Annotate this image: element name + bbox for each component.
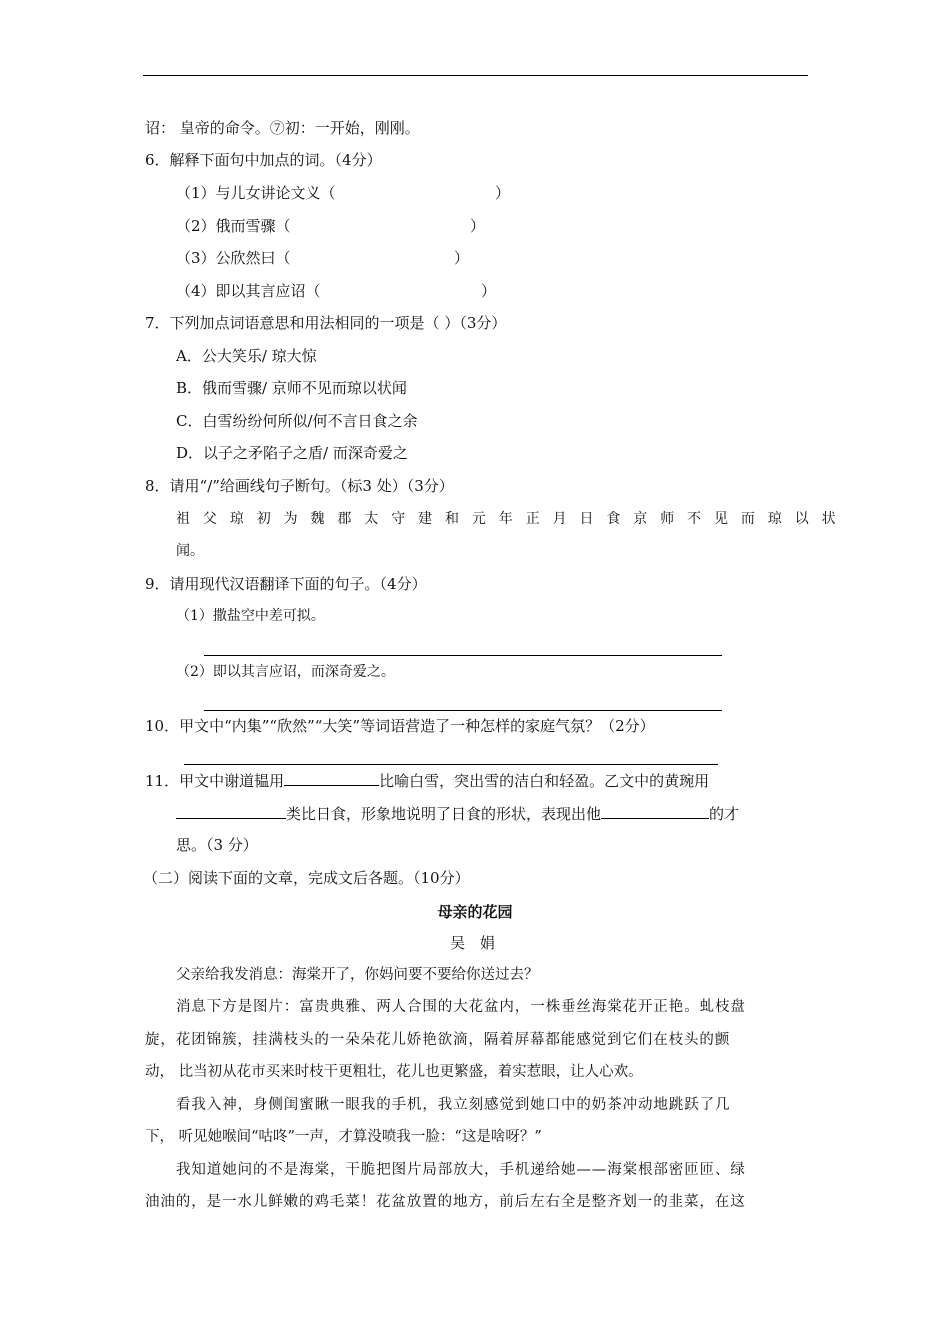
article-line-4: 动， 比当初从花市买来时枝干更粗壮，花儿也更繁盛，着实惹眼，让人心欢。 [145, 1064, 643, 1080]
q6-item-2-close: ） [470, 217, 486, 235]
q6-item-4-close: ） [481, 282, 497, 300]
q8-stem: 8．请用“/”给画线句子断句。（标3 处）（3分） [145, 477, 454, 495]
q7-option-b: B．俄而雪骤/ 京师不见而琼以状闻 [176, 379, 407, 397]
q11-blank-3[interactable] [601, 803, 709, 819]
q8-passage-line-2: 闻。 [176, 543, 204, 559]
q11-line-2 [176, 803, 739, 824]
article-title: 母亲的花园 [437, 903, 513, 921]
q7-option-d: D．以子之矛陷子之盾/ 而深奇爱之 [176, 444, 408, 462]
article-author: 吴 娟 [450, 934, 500, 952]
q9-stem: 9．请用现代汉语翻译下面的句子。（4分） [145, 575, 427, 593]
article-line-1: 父亲给我发消息：海棠开了，你妈问要不要给你送过去？ [176, 967, 539, 983]
section-2-heading: （二）阅读下面的文章，完成文后各题。（10分） [143, 869, 470, 887]
q6-item-1: （1）与儿女讲论文义（ [176, 184, 336, 202]
q6-item-3: （3）公欣然曰（ [176, 249, 291, 267]
q6-item-4: （4）即以其言应诏（ [176, 282, 321, 300]
article-line-3: 旋，花团锦簇，挂满枝头的一朵朵花儿娇艳欲滴，隔着屏幕都能感觉到它们在枝头的颤 [145, 1032, 731, 1048]
q11-blank-1[interactable] [284, 770, 379, 786]
q7-stem: 7．下列加点词语意思和用法相同的一项是（ ）（3分） [145, 314, 507, 332]
q8-passage-line-1: 祖父琼初为魏郡太守建和元年正月日食京师不见而琼以状 [176, 511, 849, 527]
q9-answer-line-2[interactable] [204, 710, 722, 711]
q10-answer-line[interactable] [184, 764, 718, 765]
q6-item-1-close: ） [495, 184, 511, 202]
q9-answer-line-1[interactable] [204, 655, 722, 656]
q11-line-1 [145, 770, 709, 791]
top-note: 诏： 皇帝的命令。⑦初：一开始，刚刚。 [145, 119, 420, 137]
q11-text-3: 类比日食，形象地说明了日食的形状，表现出他 [286, 805, 602, 823]
q11-line-3: 思。（3 分） [176, 836, 258, 854]
article-line-6: 下， 听见她喉间“咕咚”一声，才算没喷我一脸：“这是啥呀？” [145, 1129, 542, 1145]
q11-blank-2[interactable] [176, 803, 286, 819]
q7-option-c: C．白雪纷纷何所似/何不言日食之余 [176, 412, 418, 430]
article-line-5: 看我入神，身侧闺蜜瞅一眼我的手机，我立刻感觉到她口中的奶茶冲动地跳跃了几 [176, 1097, 731, 1113]
q11-text-1: 11．甲文中谢道韫用 [145, 772, 285, 790]
q6-stem: 6．解释下面句中加点的词。（4分） [145, 151, 382, 169]
header-rule [143, 75, 808, 76]
q11-text-2: 比喻白雪，突出雪的洁白和轻盈。乙文中的黄琬用 [379, 772, 710, 790]
q6-item-2: （2）俄而雪骤（ [176, 217, 291, 235]
article-line-7: 我知道她问的不是海棠，干脆把图片局部放大，手机递给她——海棠根部密匝匝、绿 [176, 1162, 746, 1178]
q11-text-4: 的才 [709, 805, 740, 823]
q6-item-3-close: ） [454, 249, 470, 267]
q7-option-a: A．公大笑乐/ 琼大惊 [176, 347, 317, 365]
article-line-8: 油油的，是一水儿鲜嫩的鸡毛菜！花盆放置的地方，前后左右全是整齐划一的韭菜，在这 [145, 1194, 746, 1210]
article-line-2: 消息下方是图片：富贵典雅、两人合围的大花盆内，一株垂丝海棠花开正艳。虬枝盘 [176, 999, 746, 1015]
q10-stem: 10．甲文中“内集”“欣然”“大笑”等词语营造了一种怎样的家庭气氛？（2分） [145, 717, 655, 735]
q9-item-2: （2）即以其言应诏，而深奇爱之。 [176, 664, 395, 680]
q9-item-1: （1）撒盐空中差可拟。 [176, 608, 325, 624]
